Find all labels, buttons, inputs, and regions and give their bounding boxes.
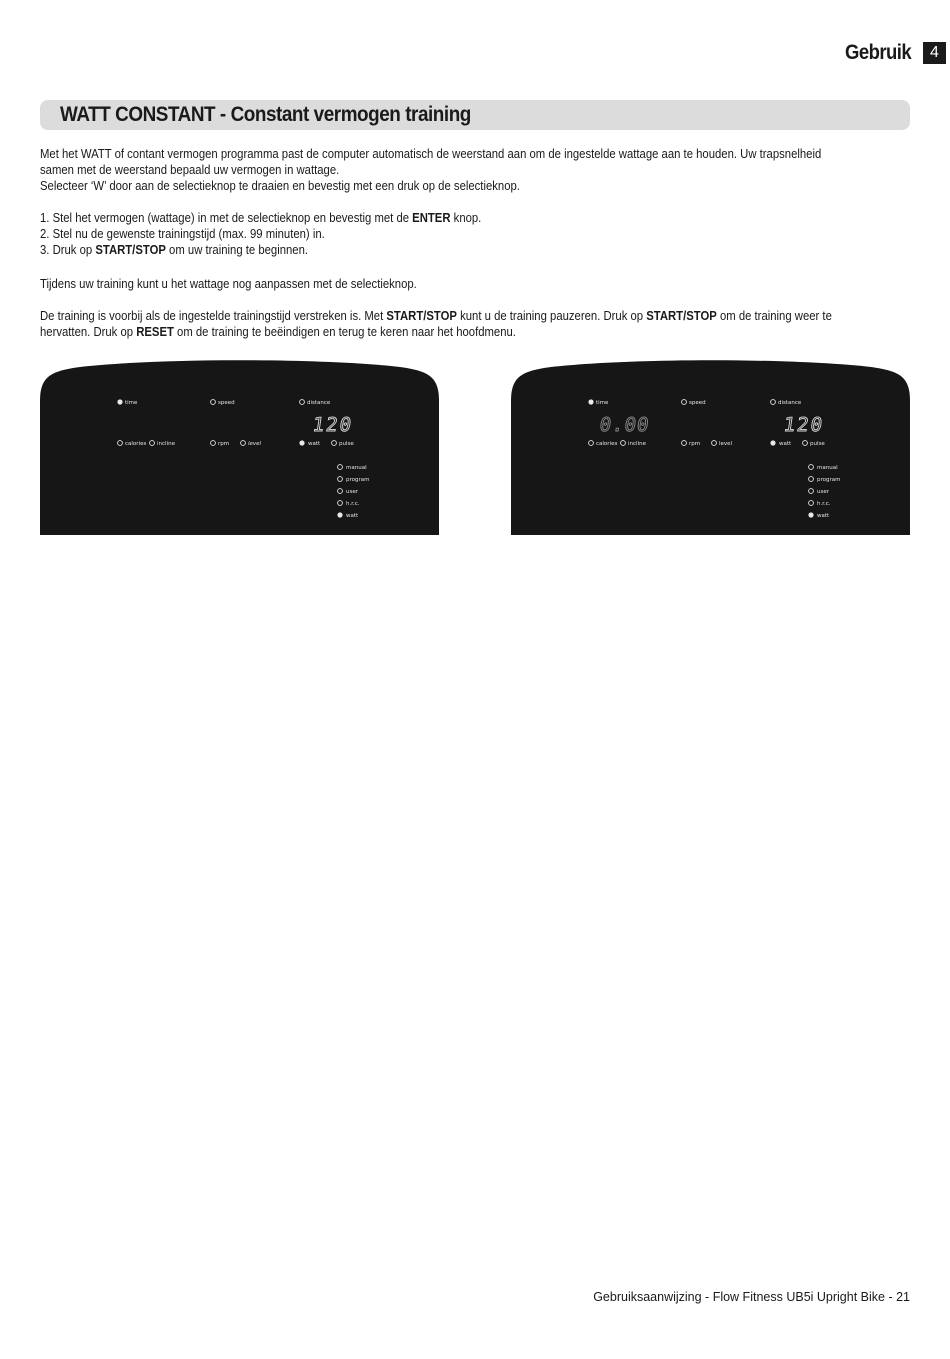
step-2: 2. Stel nu de gewenste trainingstijd (max. 99 minuten) in. — [40, 226, 325, 242]
label-watt: watt — [779, 441, 792, 447]
label-watt: watt — [308, 441, 321, 447]
indicator-time — [588, 399, 593, 404]
label-pulse: pulse — [810, 441, 825, 447]
intro-line: Met het WATT of contant vermogen programma past de computer automatisch de weerstand aan om de ingestelde wattage aan te houden. Uw trapsnelheid — [40, 146, 822, 161]
menu-watt: watt — [346, 513, 359, 519]
label-calories: calories — [125, 441, 147, 447]
label-distance: distance — [307, 400, 331, 406]
chapter-number: 4 — [923, 42, 946, 64]
label-rpm: rpm — [218, 441, 230, 447]
indicator-time — [117, 399, 122, 404]
menu-indicator-watt — [808, 512, 813, 517]
menu-program: program — [817, 477, 841, 483]
label-incline: incline — [157, 441, 175, 447]
section-heading-bar — [40, 100, 910, 130]
label-calories: calories — [596, 441, 618, 447]
page-footer: Gebruiksaanwijzing - Flow Fitness UB5i Upright Bike - 21 — [593, 1290, 910, 1304]
label-rpm: rpm — [689, 441, 701, 447]
intro-line: Selecteer ‘W’ door aan de selectieknop te draaien en bevestig met een druk op de selectieknop. — [40, 178, 520, 194]
section-title: WATT CONSTANT - Constant vermogen training — [60, 103, 471, 126]
during-line: Tijdens uw training kunt u het wattage nog aanpassen met de selectieknop. — [40, 276, 417, 291]
label-speed: speed — [218, 400, 235, 406]
indicator-watt — [299, 440, 304, 445]
distance-readout: 120 — [311, 413, 355, 436]
menu-watt: watt — [817, 513, 830, 519]
ending-line-1: De training is voorbij als de ingestelde trainingstijd verstreken is. Met START/STOP kunt u de training pauzeren. Druk op START/STOP om de training weer te — [40, 308, 832, 323]
ending-paragraph — [40, 308, 910, 340]
chapter-header — [836, 42, 946, 64]
during-paragraph — [40, 276, 910, 292]
menu-hrc: h.r.c. — [346, 501, 360, 507]
step-3: 3. Druk op START/STOP om uw training te beginnen. — [40, 242, 309, 258]
menu-indicator-watt — [337, 512, 342, 517]
intro-line: samen met de weerstand bepaald uw vermogen in wattage. — [40, 162, 340, 178]
label-distance: distance — [778, 400, 802, 406]
label-incline: incline — [628, 441, 646, 447]
intro-paragraph — [40, 146, 910, 195]
menu-manual: manual — [817, 465, 838, 471]
label-time: time — [125, 400, 138, 406]
console-display-1 — [40, 359, 439, 535]
steps-list — [40, 210, 910, 259]
indicator-watt — [770, 440, 775, 445]
label-pulse: pulse — [339, 441, 354, 447]
menu-user: user — [817, 489, 829, 495]
label-level: level — [248, 441, 262, 447]
label-time: time — [596, 400, 609, 406]
time-readout: 0.00 — [598, 413, 652, 436]
menu-program: program — [346, 477, 370, 483]
label-speed: speed — [689, 400, 706, 406]
menu-user: user — [346, 489, 358, 495]
menu-hrc: h.r.c. — [817, 501, 831, 507]
menu-manual: manual — [346, 465, 367, 471]
ending-line-2: hervatten. Druk op RESET om de training te beëindigen en terug te keren naar het hoofdmenu. — [40, 324, 516, 340]
chapter-title: Gebruik — [844, 41, 911, 64]
distance-readout: 120 — [782, 413, 826, 436]
label-level: level — [719, 441, 733, 447]
step-1: 1. Stel het vermogen (wattage) in met de selectieknop en bevestig met de ENTER knop. — [40, 210, 482, 225]
console-display-2 — [511, 359, 910, 535]
